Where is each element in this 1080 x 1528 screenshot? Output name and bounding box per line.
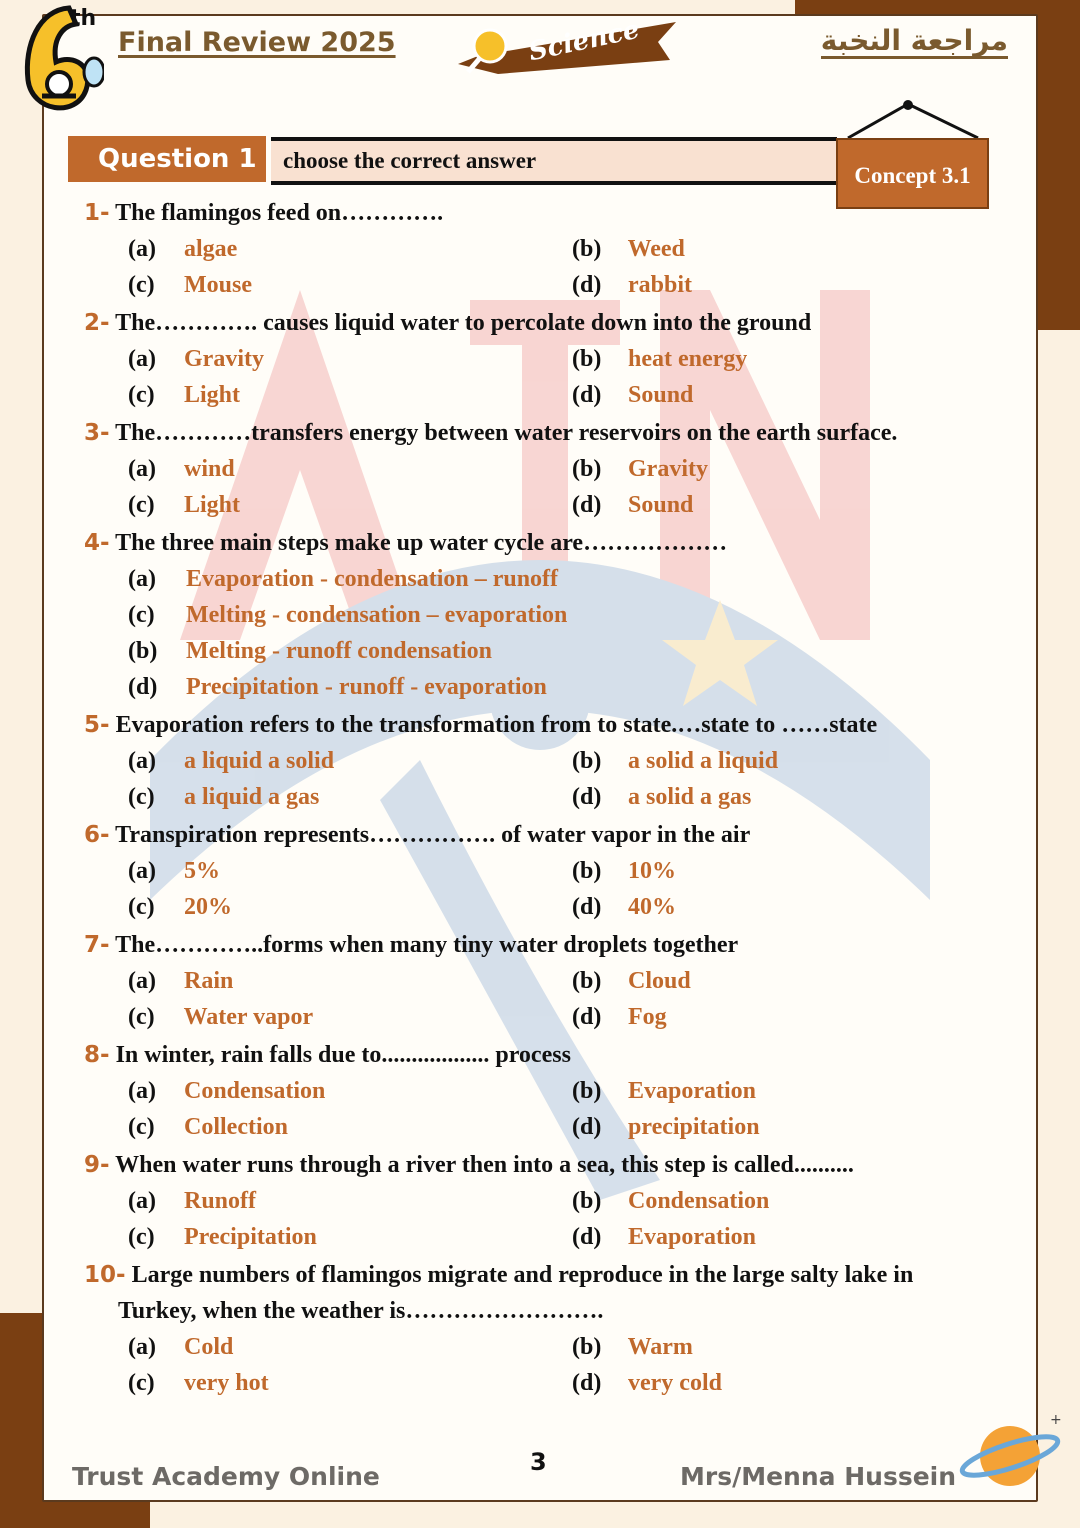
option-1b[interactable] xyxy=(572,236,685,263)
option-text: Collection xyxy=(184,1114,288,1140)
option-letter: (c) xyxy=(128,1114,155,1140)
question-number: 10- xyxy=(84,1262,126,1288)
planet-icon xyxy=(958,1408,1068,1498)
question-text: The three main steps make up water cycle are……………… xyxy=(115,530,728,556)
question-number: 4- xyxy=(84,530,110,556)
option-10b[interactable] xyxy=(572,1334,693,1361)
option-7b[interactable] xyxy=(572,968,691,995)
option-text: a liquid a gas xyxy=(184,784,320,810)
option-7c[interactable] xyxy=(128,1004,313,1031)
grade-suffix: th xyxy=(70,6,97,31)
option-letter: (d) xyxy=(572,382,602,408)
option-text: Precipitation xyxy=(184,1224,317,1250)
option-letter: (b) xyxy=(572,456,602,482)
option-letter: (a) xyxy=(128,1188,156,1214)
option-text: Evaporation xyxy=(628,1078,757,1104)
option-3a[interactable] xyxy=(128,456,235,483)
option-letter: (b) xyxy=(572,346,602,372)
question-instruction: choose the correct answer xyxy=(271,137,837,185)
teacher-name: Mrs/Menna Hussein xyxy=(680,1462,957,1491)
option-text: 10% xyxy=(628,858,676,884)
review-title: Final Review 2025 xyxy=(118,27,396,58)
question-number: 5- xyxy=(84,712,110,738)
option-text: Cloud xyxy=(628,968,691,994)
option-letter: (b) xyxy=(572,1078,602,1104)
option-letter: (a) xyxy=(128,858,156,884)
option-letter: (d) xyxy=(572,1224,602,1250)
question-text: Transpiration represents……………. of water vapor in the air xyxy=(115,822,751,848)
question-number: 6- xyxy=(84,822,110,848)
question-text: The…………..forms when many tiny water droplets together xyxy=(115,932,739,958)
concept-badge: Concept 3.1 xyxy=(836,138,989,209)
option-letter: (d) xyxy=(572,492,602,518)
option-text: very cold xyxy=(628,1370,722,1396)
option-text: wind xyxy=(184,456,235,482)
option-text: very hot xyxy=(184,1370,269,1396)
option-text: Warm xyxy=(627,1334,693,1360)
question-text: Large numbers of flamingos migrate and reproduce in the large salty lake in xyxy=(131,1262,914,1288)
option-letter: (d) xyxy=(572,784,602,810)
option-1a[interactable] xyxy=(128,236,237,263)
question-number: 1- xyxy=(84,200,110,226)
option-4b[interactable] xyxy=(128,638,492,665)
option-text: Fog xyxy=(628,1004,667,1030)
option-5d[interactable] xyxy=(572,784,751,811)
question-number: 3- xyxy=(84,420,110,446)
svg-text:+: + xyxy=(1050,1412,1062,1428)
option-6d[interactable] xyxy=(572,894,676,921)
option-2d[interactable] xyxy=(572,382,693,409)
option-8b[interactable] xyxy=(572,1078,756,1105)
option-text: rabbit xyxy=(628,272,693,298)
option-text: Rain xyxy=(184,968,234,994)
option-text: Evaporation xyxy=(628,1224,757,1250)
option-text: Gravity xyxy=(628,456,708,482)
option-letter: (a) xyxy=(128,968,156,994)
option-letter: (a) xyxy=(128,456,156,482)
option-text: Gravity xyxy=(184,346,264,372)
option-letter: (a) xyxy=(128,1078,156,1104)
option-text: precipitation xyxy=(628,1114,760,1140)
option-letter: (c) xyxy=(128,602,155,628)
question-number: 2- xyxy=(84,310,110,336)
option-5c[interactable] xyxy=(128,784,319,811)
option-text: Melting - runoff condensation xyxy=(186,638,492,664)
option-5a[interactable] xyxy=(128,748,334,775)
option-letter: (d) xyxy=(572,272,602,298)
option-9a[interactable] xyxy=(128,1188,256,1215)
option-8a[interactable] xyxy=(128,1078,325,1105)
option-3b[interactable] xyxy=(572,456,708,483)
question-8 xyxy=(84,1042,571,1069)
option-letter: (c) xyxy=(128,894,155,920)
option-text: Sound xyxy=(628,382,694,408)
option-text: heat energy xyxy=(628,346,748,372)
option-letter: (d) xyxy=(572,1370,602,1396)
question-text: The…………transfers energy between water reservoirs on the earth surface. xyxy=(115,420,898,446)
option-letter: (c) xyxy=(128,492,155,518)
question-5 xyxy=(84,712,877,739)
option-letter: (d) xyxy=(572,1114,602,1140)
option-letter: (c) xyxy=(128,1224,155,1250)
option-4a[interactable] xyxy=(128,566,558,593)
option-7a[interactable] xyxy=(128,968,233,995)
option-text: 5% xyxy=(184,858,220,884)
option-text: algae xyxy=(184,236,238,262)
option-letter: (b) xyxy=(128,638,158,664)
question-tab: Question 1 xyxy=(68,136,266,182)
option-text: Evaporation - condensation – runoff xyxy=(186,566,559,592)
subject-label: Science xyxy=(526,14,643,68)
option-text: Cold xyxy=(184,1334,234,1360)
option-letter: (a) xyxy=(128,1334,156,1360)
question-10 xyxy=(84,1262,913,1289)
option-text: Weed xyxy=(627,236,685,262)
option-letter: (b) xyxy=(572,1188,602,1214)
question-text: The flamingos feed on…………. xyxy=(115,200,444,226)
option-text: Light xyxy=(184,492,241,518)
option-letter: (d) xyxy=(128,674,158,700)
option-text: Light xyxy=(184,382,241,408)
question-text: The…………. causes liquid water to percolate down into the ground xyxy=(115,310,812,336)
question-text: Evaporation refers to the transformation from to state.…state to ……state xyxy=(115,712,878,738)
hanging-string-icon xyxy=(838,100,988,140)
question-1 xyxy=(84,200,443,227)
option-text: Runoff xyxy=(184,1188,257,1214)
option-1d[interactable] xyxy=(572,272,692,299)
question-10-continued: Turkey, when the weather is……………………. xyxy=(118,1298,604,1324)
option-3d[interactable] xyxy=(572,492,693,519)
option-3c[interactable] xyxy=(128,492,240,519)
option-2b[interactable] xyxy=(572,346,747,373)
option-8d[interactable] xyxy=(572,1114,760,1141)
option-letter: (c) xyxy=(128,272,155,298)
option-text: Condensation xyxy=(184,1078,326,1104)
question-3 xyxy=(84,420,897,447)
option-text: a solid a liquid xyxy=(628,748,779,774)
question-number: 8- xyxy=(84,1042,110,1068)
option-letter: (a) xyxy=(128,346,156,372)
option-text: Water vapor xyxy=(183,1004,314,1030)
option-8c[interactable] xyxy=(128,1114,288,1141)
option-4c[interactable] xyxy=(128,602,567,629)
option-text: a solid a gas xyxy=(628,784,752,810)
option-9d[interactable] xyxy=(572,1224,756,1251)
option-letter: (b) xyxy=(572,1334,602,1360)
option-6a[interactable] xyxy=(128,858,220,885)
option-letter: (d) xyxy=(572,894,602,920)
question-number: 9- xyxy=(84,1152,110,1178)
option-10d[interactable] xyxy=(572,1370,722,1397)
option-1c[interactable] xyxy=(128,272,252,299)
option-2c[interactable] xyxy=(128,382,240,409)
option-6b[interactable] xyxy=(572,858,676,885)
option-text: Precipitation - runoff - evaporation xyxy=(186,674,547,700)
option-letter: (a) xyxy=(128,566,156,592)
question-2 xyxy=(84,310,811,337)
option-letter: (b) xyxy=(572,858,602,884)
option-letter: (a) xyxy=(128,236,156,262)
question-number: 7- xyxy=(84,932,110,958)
option-text: Mouse xyxy=(184,272,252,298)
option-letter: (c) xyxy=(128,1370,155,1396)
option-9c[interactable] xyxy=(128,1224,317,1251)
option-text: 20% xyxy=(184,894,232,920)
option-text: Melting - condensation – evaporation xyxy=(186,602,568,628)
question-7 xyxy=(84,932,738,959)
option-5b[interactable] xyxy=(572,748,778,775)
option-letter: (b) xyxy=(572,748,602,774)
option-4d[interactable] xyxy=(128,674,547,701)
option-2a[interactable] xyxy=(128,346,264,373)
option-text: Condensation xyxy=(628,1188,770,1214)
page-number: 3 xyxy=(530,1448,547,1476)
option-letter: (c) xyxy=(128,1004,155,1030)
option-text: Sound xyxy=(628,492,694,518)
question-text: In winter, rain falls due to.................. process xyxy=(115,1042,571,1068)
academy-name: Trust Academy Online xyxy=(72,1462,380,1491)
option-letter: (c) xyxy=(128,784,155,810)
option-letter: (b) xyxy=(572,968,602,994)
option-7d[interactable] xyxy=(572,1004,667,1031)
option-6c[interactable] xyxy=(128,894,232,921)
question-9 xyxy=(84,1152,854,1179)
question-6 xyxy=(84,822,750,849)
option-text: 40% xyxy=(628,894,676,920)
arabic-title: مراجعة النخبة xyxy=(820,24,1008,57)
option-letter: (a) xyxy=(128,748,156,774)
question-4 xyxy=(84,530,727,557)
option-10a[interactable] xyxy=(128,1334,233,1361)
option-letter: (b) xyxy=(572,236,602,262)
option-9b[interactable] xyxy=(572,1188,769,1215)
option-10c[interactable] xyxy=(128,1370,269,1397)
option-text: a liquid a solid xyxy=(184,748,335,774)
option-letter: (d) xyxy=(572,1004,602,1030)
question-text: When water runs through a river then into a sea, this step is called.......... xyxy=(115,1152,854,1178)
option-letter: (c) xyxy=(128,382,155,408)
